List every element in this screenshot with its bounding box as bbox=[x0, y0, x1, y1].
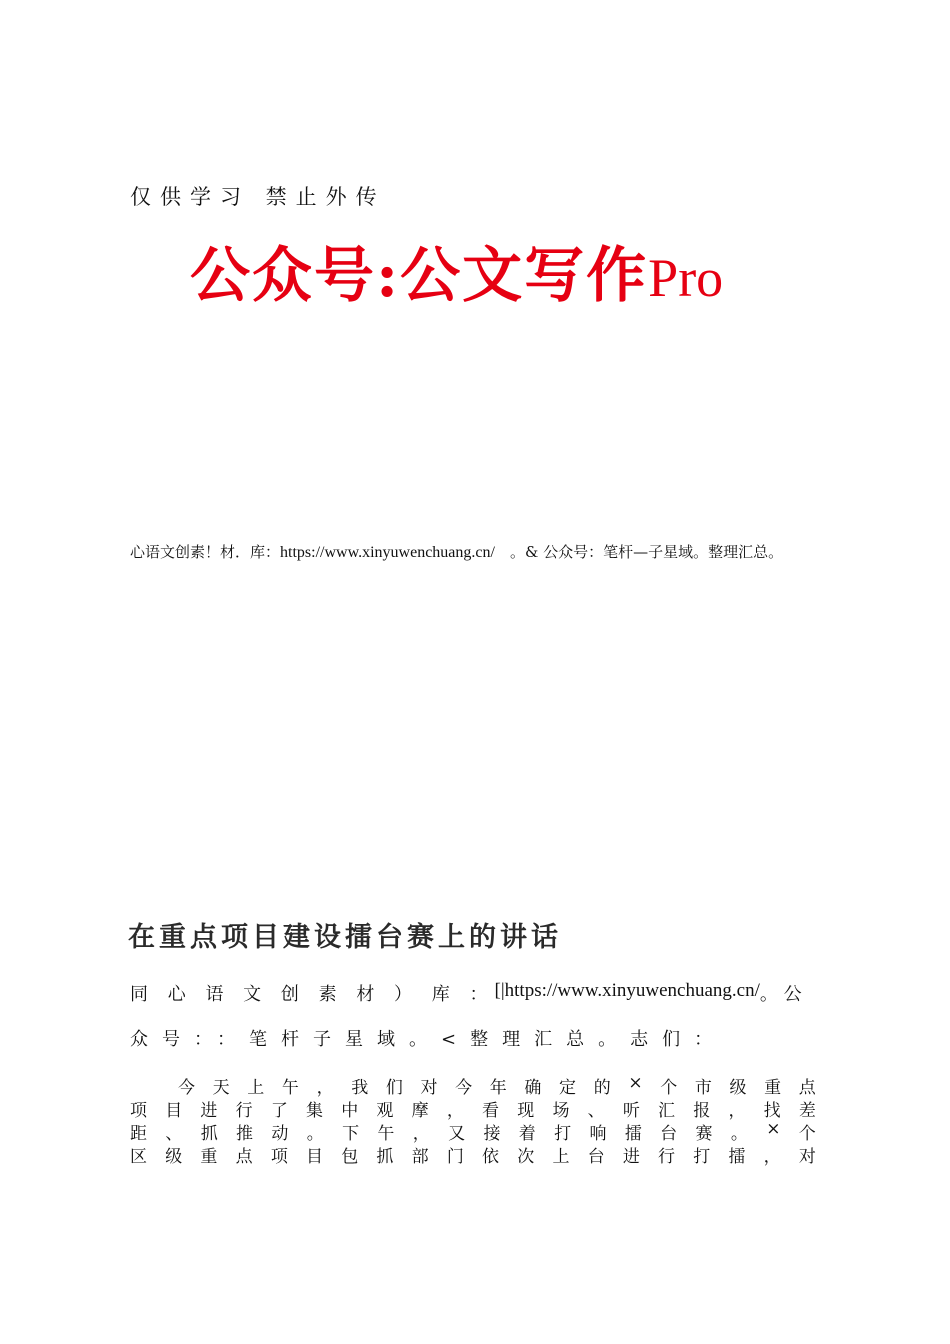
body-paragraph-line-3: 距 、 抓 推 动 。 下 午 ， 又 接 着 打 响 擂 台 赛 。 × 个 bbox=[130, 1119, 816, 1144]
brand-pro-text: Pro bbox=[648, 248, 724, 308]
source-prefix: 心语文创素！材．库： bbox=[130, 543, 281, 561]
restriction-notice: 仅供学习 禁止外传 bbox=[130, 185, 386, 209]
attribution-line-1-suffix: 。 公 bbox=[759, 984, 802, 1005]
attribution-url-link[interactable]: [|https://www.xinyuwenchuang.cn/ bbox=[494, 980, 760, 1001]
source-attribution-line bbox=[130, 541, 783, 562]
article-title: 在重点项目建设擂台赛上的讲话 bbox=[128, 922, 562, 953]
source-suffix: 。& 公众号：笔杆—子星域。整理汇总。 bbox=[494, 543, 784, 561]
body-paragraph-line-2: 项 目 进 行 了 集 中 观 摩 ， 看 现 场 、 听 汇 报 ， 找 差 bbox=[130, 1101, 816, 1121]
attribution-line-1 bbox=[130, 980, 800, 1006]
source-url-link[interactable]: https://www.xinyuwenchuang.cn/ bbox=[280, 544, 495, 561]
attribution-line-2: 众号：：笔杆子星域。<整理汇总。志们： bbox=[130, 1029, 727, 1050]
brand-chinese-text: 公众号:公文写作 bbox=[190, 241, 649, 311]
body-paragraph-line-4: 区 级 重 点 项 目 包 抓 部 门 依 次 上 台 进 行 打 擂 ， 对 bbox=[130, 1147, 816, 1167]
body-paragraph-line-1: 今 天 上 午 ， 我 们 对 今 年 确 定 的 × 个 市 级 重 点 bbox=[178, 1073, 816, 1098]
attribution-line-1-prefix: 同 心 语 文 创 素 材 ） 库 ： bbox=[130, 984, 495, 1005]
brand-banner bbox=[190, 228, 723, 314]
